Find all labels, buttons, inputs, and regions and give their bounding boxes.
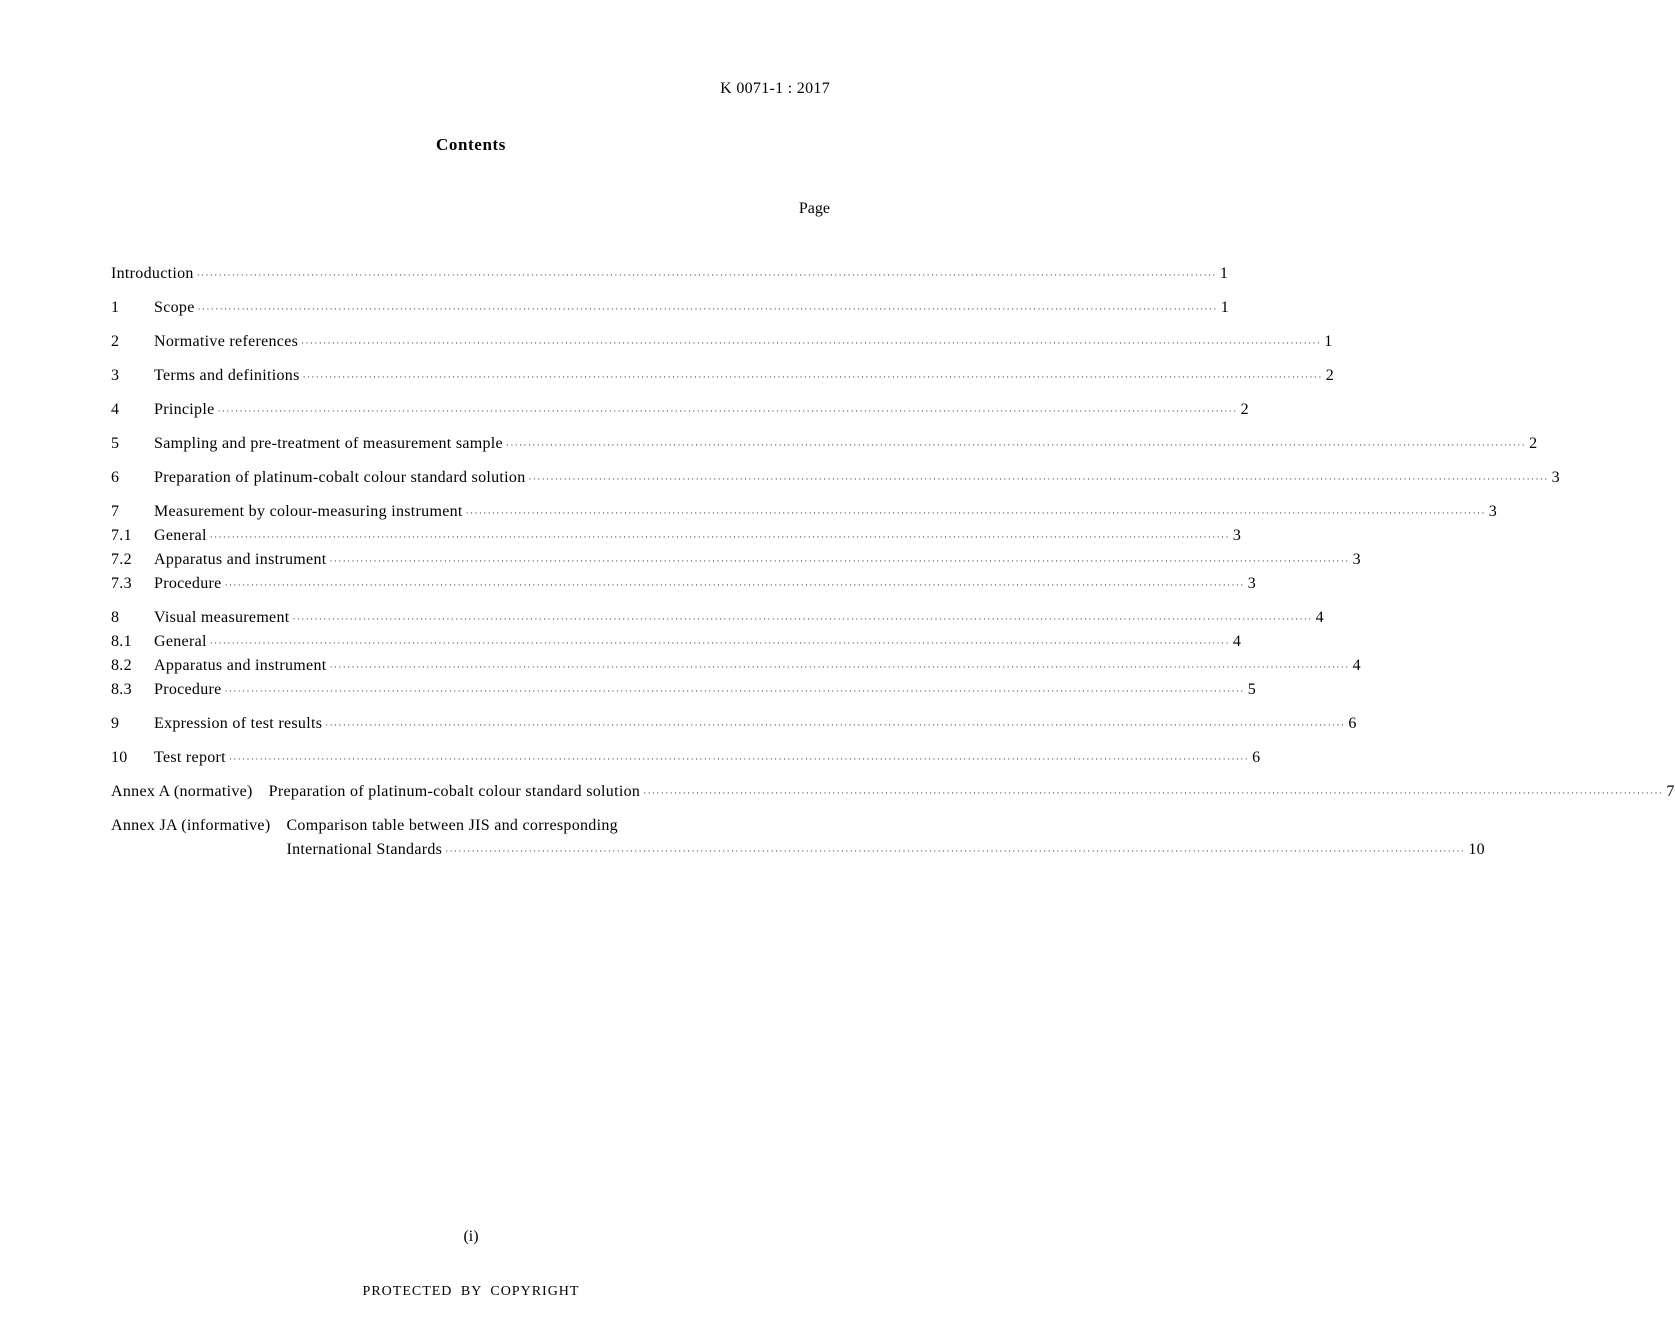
page-title: Contents <box>436 135 506 154</box>
dot-leader <box>506 433 1526 457</box>
annex-title-text: Preparation of platinum-cobalt colour standard solution <box>268 783 641 800</box>
annex-title-line <box>286 814 1484 838</box>
dot-leader <box>529 467 1549 491</box>
dot-leader <box>229 747 1249 771</box>
dot-leader <box>301 331 1321 355</box>
annex-page: 7 <box>1666 783 1675 800</box>
toc-annex-entry[interactable] <box>111 780 1675 804</box>
toc-entry[interactable] <box>111 500 1498 524</box>
toc-entry-page: 2 <box>1240 401 1249 418</box>
toc-entry-page: 1 <box>1220 299 1230 316</box>
toc-entry-page: 3 <box>1352 551 1361 568</box>
toc-entry-page: 2 <box>1325 367 1335 384</box>
dot-leader <box>330 549 1350 573</box>
footer-page-number: (i) <box>463 1228 479 1245</box>
page-column-label: Page <box>798 200 830 217</box>
document-id: K 0071-1 : 2017 <box>720 80 830 97</box>
toc-entry-number: 10 <box>111 749 128 766</box>
toc-entry-title: Principle <box>154 401 215 418</box>
dot-leader <box>466 501 1486 525</box>
toc-entry-number: 7.3 <box>111 575 132 592</box>
toc-entry-number: 3 <box>111 367 120 384</box>
dot-leader <box>210 631 1230 655</box>
annex-designation: Annex JA (informative) <box>111 817 271 834</box>
toc-entry-number: 4 <box>111 401 120 418</box>
toc-entry-number: 1 <box>111 299 120 316</box>
toc-entry[interactable] <box>111 548 1361 572</box>
toc-entry-title: Apparatus and instrument <box>154 657 327 674</box>
toc-entry-page: 4 <box>1232 633 1242 650</box>
table-of-contents <box>111 262 1675 862</box>
toc-entry[interactable] <box>111 296 1230 320</box>
toc-entry-number: 8.2 <box>111 657 132 674</box>
toc-entry-page: 6 <box>1252 749 1261 766</box>
toc-entry-page: 4 <box>1315 609 1324 626</box>
toc-entry-title: Apparatus and instrument <box>154 551 327 568</box>
toc-entry-number: 7.1 <box>111 527 132 544</box>
toc-entry-title: Procedure <box>154 681 222 698</box>
toc-entry[interactable] <box>111 262 1229 286</box>
toc-entry[interactable] <box>111 432 1538 456</box>
toc-entry-number: 9 <box>111 715 120 732</box>
dot-leader <box>225 573 1245 597</box>
toc-entry-title: Test report <box>154 749 226 766</box>
annex-title-line <box>286 838 1484 862</box>
dot-leader <box>303 365 1323 389</box>
annex-title-text: Comparison table between JIS and corresponding <box>286 817 618 834</box>
annex-page: 10 <box>1468 841 1485 858</box>
toc-entry-number: 5 <box>111 435 120 452</box>
toc-entry-number: 7 <box>111 503 120 520</box>
toc-entry-page: 1 <box>1219 265 1229 282</box>
toc-entry[interactable] <box>111 398 1249 422</box>
toc-entry-number: 6 <box>111 469 120 486</box>
toc-entry[interactable] <box>111 654 1361 678</box>
annex-title-block <box>269 780 1675 804</box>
toc-entry-title: Measurement by colour-measuring instrument <box>154 503 463 520</box>
toc-entry-title: Visual measurement <box>154 609 290 626</box>
toc-entry-title: Normative references <box>154 333 299 350</box>
dot-leader <box>225 679 1245 703</box>
toc-entry[interactable] <box>111 330 1333 354</box>
toc-entry-number: 2 <box>111 333 120 350</box>
toc-entry[interactable] <box>111 364 1335 388</box>
toc-entry-title: Terms and definitions <box>154 367 300 384</box>
toc-entry-number: 7.2 <box>111 551 132 568</box>
toc-entry-page: 2 <box>1529 435 1538 452</box>
toc-entry[interactable] <box>111 606 1324 630</box>
toc-entry-number: 8.1 <box>111 633 132 650</box>
toc-entry-page: 1 <box>1324 333 1333 350</box>
toc-entry-page: 3 <box>1247 575 1256 592</box>
dot-leader <box>325 713 1345 737</box>
toc-entry-title: Scope <box>154 299 195 316</box>
toc-entry[interactable] <box>111 678 1256 702</box>
toc-entry[interactable] <box>111 572 1256 596</box>
toc-entry-title: Sampling and pre-treatment of measurement sample <box>154 435 503 452</box>
toc-entry-page: 6 <box>1348 715 1357 732</box>
toc-entry[interactable] <box>111 466 1560 490</box>
toc-entry-page: 5 <box>1247 681 1256 698</box>
toc-entry-title: Preparation of platinum-cobalt colour standard solution <box>154 469 526 486</box>
toc-entry[interactable] <box>111 524 1242 548</box>
toc-entry-number: 8.3 <box>111 681 132 698</box>
toc-entry-page: 4 <box>1352 657 1361 674</box>
toc-entry[interactable] <box>111 712 1357 736</box>
toc-entry-title: Introduction <box>111 265 194 282</box>
toc-entry[interactable] <box>111 630 1242 654</box>
toc-entry-title: General <box>154 633 207 650</box>
annex-title-line <box>269 780 1675 804</box>
dot-leader <box>210 525 1230 549</box>
toc-entry-title: General <box>154 527 207 544</box>
dot-leader <box>198 297 1218 321</box>
dot-leader <box>293 607 1313 631</box>
dot-leader <box>197 263 1217 287</box>
dot-leader <box>330 655 1350 679</box>
copyright-notice: PROTECTED BY COPYRIGHT <box>362 1284 580 1299</box>
toc-entry-number: 8 <box>111 609 120 626</box>
toc-entry-title: Procedure <box>154 575 222 592</box>
toc-annex-entry[interactable] <box>111 814 1485 862</box>
dot-leader <box>217 399 1237 423</box>
toc-entry-page: 3 <box>1232 527 1242 544</box>
dot-leader <box>643 781 1663 805</box>
dot-leader <box>445 839 1465 863</box>
toc-entry[interactable] <box>111 746 1261 770</box>
annex-title-block <box>286 814 1484 862</box>
toc-entry-page: 3 <box>1551 469 1560 486</box>
annex-title-text: International Standards <box>286 841 443 858</box>
annex-designation: Annex A (normative) <box>111 783 253 800</box>
toc-entry-page: 3 <box>1488 503 1498 520</box>
toc-entry-title: Expression of test results <box>154 715 323 732</box>
